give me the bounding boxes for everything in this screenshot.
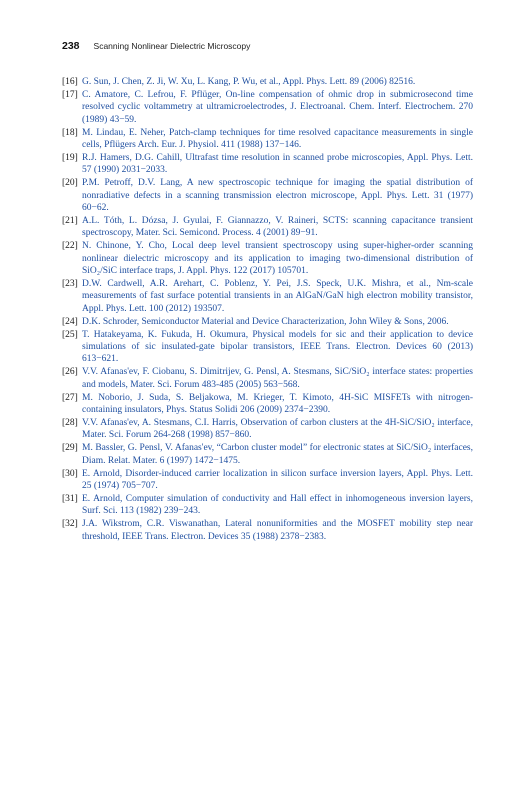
- reference-link[interactable]: D.K. Schroder, Semiconductor Material and Device Characterization, John Wiley & Sons, 2006.: [82, 316, 449, 327]
- reference-item-30: [62, 468, 473, 493]
- reference-link[interactable]: P.M. Petroff, D.V. Lang, A new spectroscopic technique for imaging the spatial distribution of nonradiative defects in a scanning transmission electron microscope, Appl. Phys. Lett. 31 (1977) 60−62.: [82, 178, 473, 214]
- reference-number: [17]: [62, 89, 78, 100]
- reference-link[interactable]: D.W. Cardwell, A.R. Arehart, C. Poblenz, Y. Pei, J.S. Speck, U.K. Mishra, et al., Nm-scale measurements of fast surface potential transients in an AlGaN/GaN high electron mobility transistor, Appl. Phys. Lett. 100 (2012) 193507.: [82, 279, 473, 314]
- reference-number: [26]: [62, 367, 78, 378]
- reference-link[interactable]: C. Amatore, C. Lefrou, F. Pflüger, On-line compensation of ohmic drop in submicrosecond time resolved cyclic voltammetry at ultramicroelectrodes, J. Electroanal. Chem. Interf. Electrochem. 270 (1989) 43−59.: [82, 89, 473, 125]
- page-number: 238: [62, 40, 80, 52]
- reference-link[interactable]: V.V. Afanas'ev, F. Ciobanu, S. Dimitrijev, G. Pensl, A. Stesmans, SiC/SiO₂ interface states: properties and models, Mater. Sci. Forum 483-485 (2005) 563−568.: [82, 367, 473, 390]
- reference-number: [23]: [62, 279, 78, 289]
- reference-number: [19]: [62, 152, 78, 163]
- reference-number: [20]: [62, 178, 78, 189]
- reference-number: [31]: [62, 493, 78, 504]
- reference-number: [27]: [62, 392, 78, 403]
- reference-link[interactable]: M. Noborio, J. Suda, S. Beljakowa, M. Krieger, T. Kimoto, 4H-SiC MISFETs with nitrogen-containing insulators, Phys. Status Solidi 206 (2009) 2374−2390.: [82, 392, 473, 416]
- reference-link[interactable]: M. Bassler, G. Pensl, V. Afanas'ev, “Carbon cluster model” for electronic states at SiC/SiO₂ interfaces, Diam. Relat. Mater. 6 (1997) 1472−1475.: [82, 443, 473, 466]
- reference-list: [62, 76, 473, 544]
- reference-item-26: [62, 366, 473, 391]
- reference-item-31: [62, 493, 473, 518]
- reference-item-24: [62, 316, 473, 328]
- page-header: [62, 40, 250, 52]
- reference-item-27: [62, 392, 473, 417]
- reference-link[interactable]: M. Lindau, E. Neher, Patch-clamp techniques for time resolved capacitance measurements in single cells, Pflügers Arch. Eur. J. Physiol. 411 (1988) 137−146.: [82, 127, 473, 151]
- reference-link[interactable]: R.J. Hamers, D.G. Cahill, Ultrafast time resolution in scanned probe microscopies, Appl. Phys. Lett. 57 (1990) 2031−2033.: [82, 152, 473, 176]
- reference-link[interactable]: J.A. Wikstrom, C.R. Viswanathan, Lateral nonuniformities and the MOSFET mobility step near threshold, IEEE Trans. Electron. Devices 35 (1988) 2378−2383.: [82, 519, 473, 542]
- reference-number: [25]: [62, 329, 78, 340]
- reference-item-25: [62, 329, 473, 366]
- reference-number: [16]: [62, 77, 78, 87]
- reference-number: [24]: [62, 316, 78, 327]
- reference-link[interactable]: G. Sun, J. Chen, Z. Ji, W. Xu, L. Kang, P. Wu, et al., Appl. Phys. Lett. 89 (2006) 82516.: [82, 77, 416, 87]
- reference-item-19: [62, 152, 473, 177]
- reference-item-17: [62, 89, 473, 126]
- reference-item-22: [62, 240, 473, 277]
- reference-item-21: [62, 215, 473, 240]
- reference-item-16: [62, 76, 473, 88]
- reference-item-32: [62, 518, 473, 543]
- reference-link[interactable]: E. Arnold, Computer simulation of conductivity and Hall effect in inhomogeneous inversion layers, Surf. Sci. 113 (1982) 239−243.: [82, 493, 473, 517]
- reference-item-20: [62, 177, 473, 214]
- reference-item-29: [62, 442, 473, 467]
- reference-number: [28]: [62, 417, 78, 428]
- reference-item-28: [62, 417, 473, 442]
- reference-link[interactable]: V.V. Afanas'ev, A. Stesmans, C.I. Harris, Observation of carbon clusters at the 4H-SiC/SiO₂ interface, Mater. Sci. Forum 264-268 (1998) 857−860.: [82, 417, 473, 441]
- reference-number: [21]: [62, 215, 78, 226]
- reference-link[interactable]: N. Chinone, Y. Cho, Local deep level transient spectroscopy using super-higher-order scanning nonlinear dielectric microscopy and its application to imaging two-dimensional distribution of SiO₂/SiC interface traps, J. Appl. Phys. 122 (2017) 105701.: [82, 241, 473, 277]
- reference-link[interactable]: E. Arnold, Disorder-induced carrier localization in silicon surface inversion layers, Appl. Phys. Lett. 25 (1974) 705−707.: [82, 468, 473, 491]
- reference-number: [29]: [62, 443, 78, 454]
- reference-number: [30]: [62, 468, 78, 479]
- running-title: Scanning Nonlinear Dielectric Microscopy: [93, 41, 251, 51]
- reference-item-23: [62, 278, 473, 315]
- reference-number: [18]: [62, 127, 78, 138]
- reference-item-18: [62, 127, 473, 152]
- reference-number: [32]: [62, 519, 78, 530]
- reference-link[interactable]: T. Hatakeyama, K. Fukuda, H. Okumura, Physical models for sic and their application to device simulations of sic insulated-gate bipolar transistors, IEEE Trans. Electron. Devices 60 (2013) 613−621.: [82, 329, 473, 365]
- reference-number: [22]: [62, 241, 78, 252]
- reference-link[interactable]: A.L. Tóth, L. Dózsa, J. Gyulai, F. Giannazzo, V. Raineri, SCTS: scanning capacitance transient spectroscopy, Mater. Sci. Semicond. Process. 4 (2001) 89−91.: [82, 215, 473, 239]
